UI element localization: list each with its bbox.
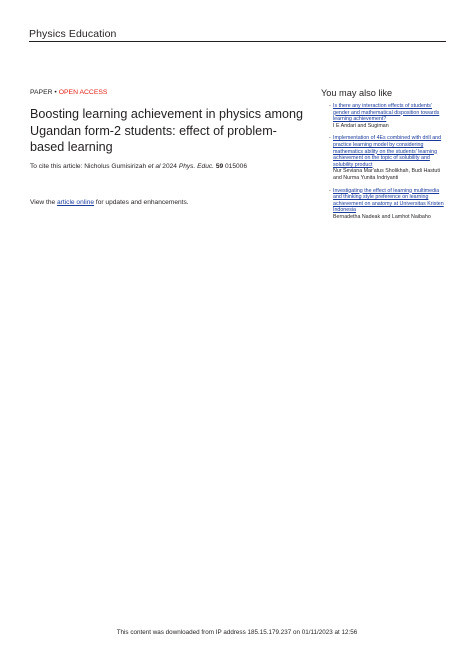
list-dash: - [329, 103, 331, 109]
related-article-link[interactable]: Investigating the effect of learning multimedia and thinking style preference on learning achievement on anatomy at Universitas Kristen Indonesia [333, 187, 444, 214]
citation-journal: Phys. Educ. [178, 163, 214, 170]
citation-volume: 59 [214, 163, 224, 170]
list-dash: - [329, 187, 331, 194]
sidebar-title: You may also like [321, 88, 393, 98]
citation-line [30, 163, 247, 170]
related-article-authors: I E Andari and Sugiman [333, 122, 389, 129]
article-type-label [30, 89, 107, 96]
article-online-link[interactable]: article online [57, 199, 95, 206]
related-article-link[interactable]: Implementation of 4Es combined with drill and practice learning model by considering mathematics ability on the students' learning achievement on the topic of solubility and solubility product [333, 135, 442, 168]
open-access-badge: OPEN ACCESS [58, 89, 108, 96]
view-online-line [30, 199, 189, 206]
related-article-link[interactable]: Is there any interaction effects of students' gender and mathematical disposition towards learning achievement? [333, 103, 440, 123]
related-article-item [329, 187, 449, 221]
journal-name: Physics Education [29, 28, 117, 40]
citation-year: 2024 [160, 163, 179, 170]
citation-prefix: To cite this article: Nicholus Gumisirizah [30, 163, 148, 170]
label-separator: • [52, 89, 59, 96]
list-dash: - [329, 135, 331, 142]
paper-label: PAPER [30, 89, 53, 96]
view-prefix: View the [30, 199, 58, 206]
view-suffix: for updates and enhancements. [94, 199, 189, 206]
related-articles-sidebar [321, 88, 449, 227]
download-footer: This content was downloaded from IP address 185.15.179.237 on 01/11/2023 at 12:56 [116, 629, 358, 636]
related-article-authors: Nur Seviana Mar'atus Sholikhah, Budi Hastuti and Nurma Yunita Indriyanti [333, 168, 441, 181]
citation-etal: et al [148, 163, 161, 170]
citation-article-number: 015006 [223, 163, 248, 170]
related-article-authors: Bernadetha Nadeak and Lamhot Naibaho [333, 213, 431, 220]
related-article-item [329, 135, 449, 181]
related-article-item [329, 103, 449, 129]
header-rule [29, 41, 446, 42]
article-title: Boosting learning achievement in physics among Ugandan form-2 students: effect of problem-based learning [30, 107, 304, 155]
